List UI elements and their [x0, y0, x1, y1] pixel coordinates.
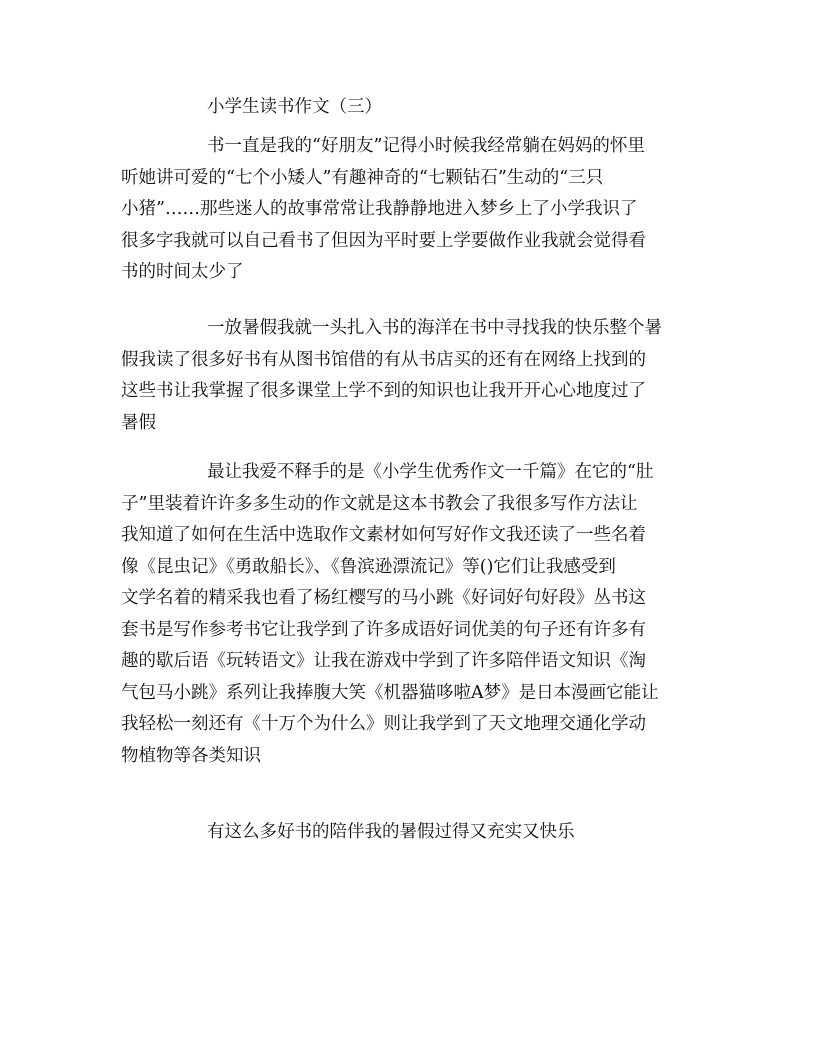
document-title: 小学生读书作文（三） — [207, 97, 382, 117]
paragraph-line: 气包马小跳》系列让我捧腹大笑《机器猫哆啦A梦》是日本漫画它能让 — [121, 682, 659, 703]
paragraph-line: 子”里装着许许多多生动的作文就是这本书教会了我很多写作方法让 — [121, 493, 638, 514]
paragraph-line: 这些书让我掌握了很多课堂上学不到的知识也让我开开心心地度过了 — [121, 381, 646, 401]
paragraph-line: 文学名着的精采我也看了杨红樱写的马小跳《好词好句好段》丛书这 — [121, 588, 646, 608]
paragraph-line: 有这么多好书的陪伴我的暑假过得又充实又快乐 — [207, 822, 575, 842]
paragraph-1 — [121, 131, 693, 289]
paragraph-line: 像《昆虫记》《勇敢船长》、《鲁滨逊漂流记》等()它们让我感受到 — [121, 556, 616, 577]
paragraph-line: 我知道了如何在生活中选取作文素材如何写好作文我还读了一些名着 — [121, 525, 646, 545]
paragraph-line: 套书是写作参考书它让我学到了许多成语好词优美的句子还有许多有 — [121, 619, 646, 640]
paragraph-line: 物植物等各类知识 — [121, 745, 261, 766]
paragraph-line: 假我读了很多好书有从图书馆借的有从书店买的还有在网络上找到的 — [121, 349, 646, 370]
paragraph-4 — [121, 817, 693, 849]
paragraph-2 — [121, 313, 693, 439]
paragraph-3 — [121, 457, 693, 772]
paragraph-line: 听她讲可爱的“七个小矮人”有趣神奇的“七颗钻石”生动的“三只 — [121, 167, 604, 188]
paragraph-line: 小猪”……那些迷人的故事常常让我静静地进入梦乡上了小学我识了 — [121, 199, 638, 219]
paragraph-line: 书一直是我的“好朋友”记得小时候我经常躺在妈妈的怀里 — [207, 136, 645, 156]
paragraph-line: 趣的歇后语《玩转语文》让我在游戏中学到了许多陪伴语文知识《淘 — [121, 651, 646, 671]
paragraph-line: 最让我爱不释手的是《小学生优秀作文一千篇》在它的“肚 — [207, 462, 654, 482]
paragraph-line: 暑假 — [121, 412, 156, 433]
paragraph-line: 我轻松一刻还有《十万个为什么》则让我学到了天文地理交通化学动 — [121, 714, 646, 734]
paragraph-line: 一放暑假我就一头扎入书的海洋在书中寻找我的快乐整个暑 — [207, 318, 662, 338]
paragraph-line: 书的时间太少了 — [121, 262, 244, 282]
paragraph-line: 很多字我就可以自己看书了但因为平时要上学要做作业我就会觉得看 — [121, 230, 646, 251]
